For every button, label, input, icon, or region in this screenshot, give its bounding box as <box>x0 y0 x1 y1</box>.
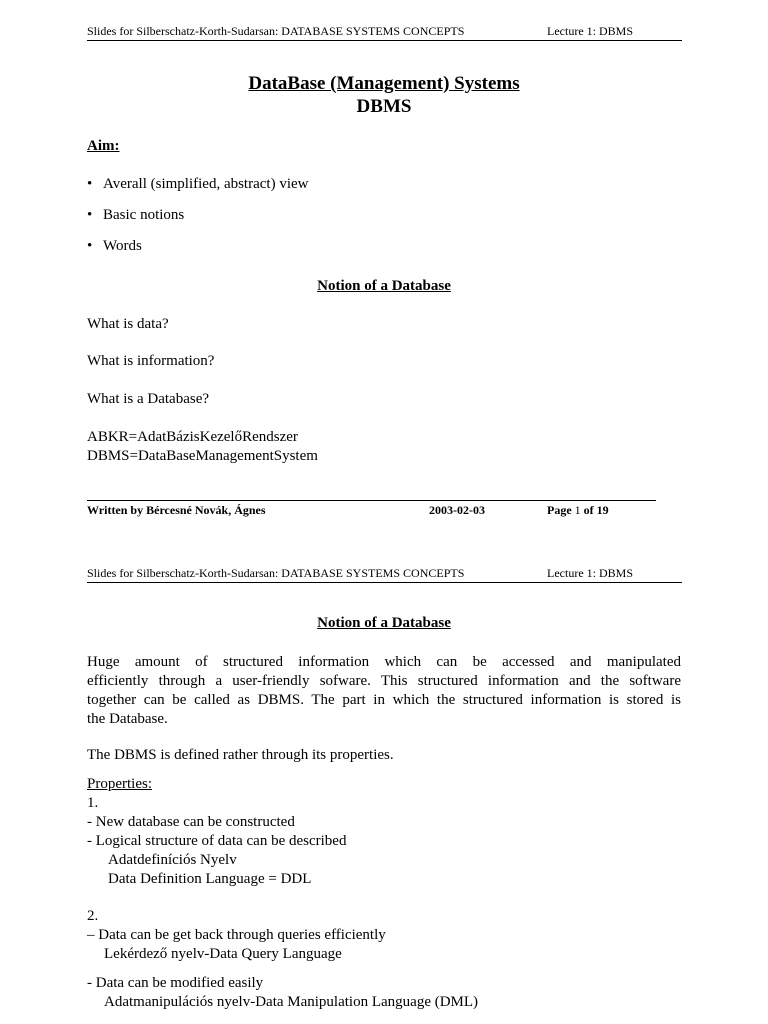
group-number: 1. <box>87 795 99 811</box>
notion-paragraph: Huge amount of structured information which can be accessed and manipulated efficiently through a user-friendly sofware. This structured information and the software together can be called as DBMS. The part in which the structured information is stored is the Database. <box>87 654 681 727</box>
bullet-icon: • <box>87 238 93 254</box>
footer-date: 2003-02-03 <box>429 503 485 517</box>
question-line: What is data? <box>87 316 169 332</box>
property-subitem: Adatmanipulációs nyelv-Data Manipulation Language (DML) <box>104 994 479 1010</box>
property-subitem: Adatdefiníciós Nyelv <box>108 852 237 868</box>
page1-section-title: Notion of a Database <box>317 278 451 294</box>
aim-label: Aim: <box>87 138 120 154</box>
aim-item: • Averall (simplified, abstract) view <box>87 176 309 192</box>
aim-item: • Basic notions <box>87 207 185 223</box>
abbrev-line: ABKR=AdatBázisKezelőRendszer <box>87 429 298 445</box>
page1-title: DataBase (Management) Systems <box>248 73 520 94</box>
group-number: 2. <box>87 908 99 924</box>
defined-line: The DBMS is defined rather through its properties. <box>87 747 394 763</box>
aim-item: • Words <box>87 238 142 254</box>
question-line: What is information? <box>87 353 215 369</box>
page2-header-left: Slides for Silberschatz-Korth-Sudarsan: DATABASE SYSTEMS CONCEPTS <box>87 566 465 580</box>
page2-header-right: Lecture 1: DBMS <box>547 566 633 580</box>
properties-label: Properties: <box>87 776 152 792</box>
property-item: - Logical structure of data can be described <box>87 833 347 849</box>
page2-section-title: Notion of a Database <box>317 615 451 631</box>
question-line: What is a Database? <box>87 391 210 407</box>
bullet-icon: • <box>87 207 93 223</box>
page2-header-rule <box>87 582 682 583</box>
page1-header-right: Lecture 1: DBMS <box>547 24 633 38</box>
page1-subtitle: DBMS <box>356 96 412 117</box>
property-item: - Data can be modified easily <box>87 975 264 991</box>
footer-page-number: Page 1 of 19 <box>547 503 609 517</box>
property-item: – Data can be get back through queries efficiently <box>87 927 386 943</box>
property-subitem: Lekérdező nyelv-Data Query Language <box>104 946 342 962</box>
bullet-icon: • <box>87 176 93 192</box>
abbrev-line: DBMS=DataBaseManagementSystem <box>87 448 318 464</box>
page1-footer-rule <box>87 500 656 501</box>
footer-author: Written by Bércesné Novák, Ágnes <box>87 503 266 517</box>
page1-header-rule <box>87 40 682 41</box>
page1-header-left: Slides for Silberschatz-Korth-Sudarsan: DATABASE SYSTEMS CONCEPTS <box>87 24 465 38</box>
property-subitem: Data Definition Language = DDL <box>108 871 312 887</box>
property-item: - New database can be constructed <box>87 814 295 830</box>
